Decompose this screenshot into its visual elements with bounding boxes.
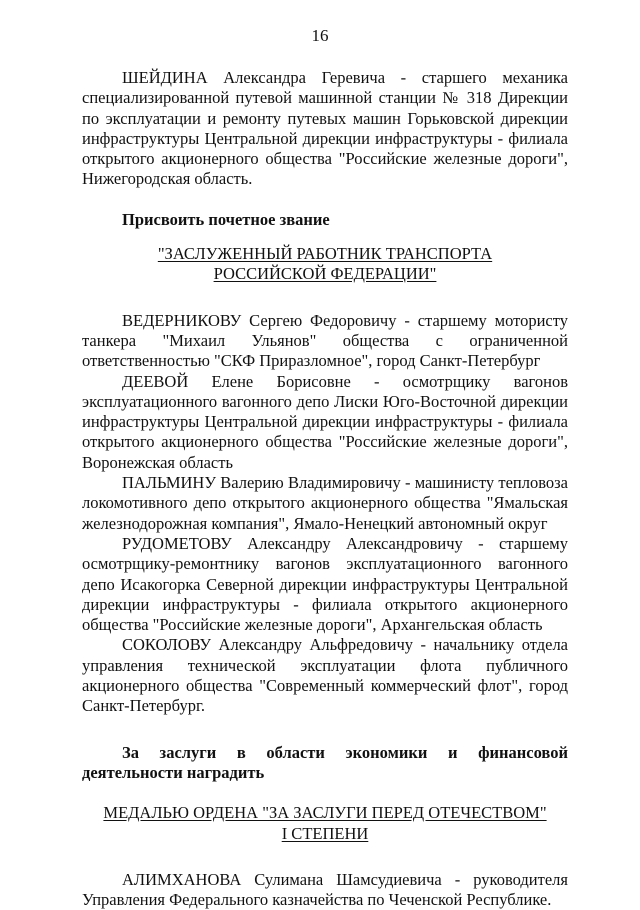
award-entry: ДЕЕВОЙ Елене Борисовне - осмотрщику вагонов эксплуатационного вагонного депо Лиски Юго-Восточной дирекции инфраструктуры Центральной дирекции инфраструктуры - филиала открытого акционерного общества "Российские железные дороги", Воронежская область [82, 371, 568, 472]
intro-paragraph: ШЕЙДИНА Александра Геревича - старшего механика специализированной путевой машинной станции № 318 Дирекции по эксплуатации и ремонту путевых машин Горьковской дирекции инфраструктуры Центральной дирекции инфраструктуры - филиала открытого акционерного общества "Российские железные дороги", Нижегородская область. [82, 68, 568, 189]
section2-title [82, 803, 568, 844]
page-number: 16 [311, 26, 329, 45]
award-entry: РУДОМЕТОВУ Александру Александровичу - старшему осмотрщику-ремонтнику вагонов эксплуатационного вагонного депо Исакогорка Северной дирекции инфраструктуры Центральной дирекции инфраструктуры - филиала открытого акционерного общества "Российские железные дороги", Архангельская область [82, 533, 568, 635]
section2-title-line2: I СТЕПЕНИ [281, 823, 369, 843]
section1-title-line1: "ЗАСЛУЖЕННЫЙ РАБОТНИК ТРАНСПОРТА [157, 244, 493, 264]
document-body [82, 68, 568, 910]
award-entry: ВЕДЕРНИКОВУ Сергею Федоровичу - старшему мотористу танкера "Михаил Ульянов" общества с ограниченной ответственностью "СКФ Приразломное", город Санкт-Петербург [82, 310, 568, 371]
section2-title-line1: МЕДАЛЬЮ ОРДЕНА "ЗА ЗАСЛУГИ ПЕРЕД ОТЕЧЕСТВОМ" [103, 803, 547, 823]
award-entry: ПАЛЬМИНУ Валерию Владимировичу - машинисту тепловоза локомотивного депо открытого акционерного общества "Ямальская железнодорожная компания", Ямало-Ненецкий автономный округ [82, 473, 568, 533]
section1-title [82, 244, 568, 285]
section2-directive: За заслуги в области экономики и финансовой деятельности наградить [82, 742, 568, 782]
section1-directive: Присвоить почетное звание [122, 209, 330, 229]
award-entry: АЛИМХАНОВА Сулимана Шамсудиевича - руководителя Управления Федерального казначейства по Чеченской Республике. [82, 869, 568, 910]
award-entry: СОКОЛОВУ Александру Альфредовичу - начальнику отдела управления технической эксплуатации флота публичного акционерного общества "Современный коммерческий флот", город Санкт-Петербург. [82, 635, 568, 716]
section1-title-line2: РОССИЙСКОЙ ФЕДЕРАЦИИ" [213, 264, 437, 284]
